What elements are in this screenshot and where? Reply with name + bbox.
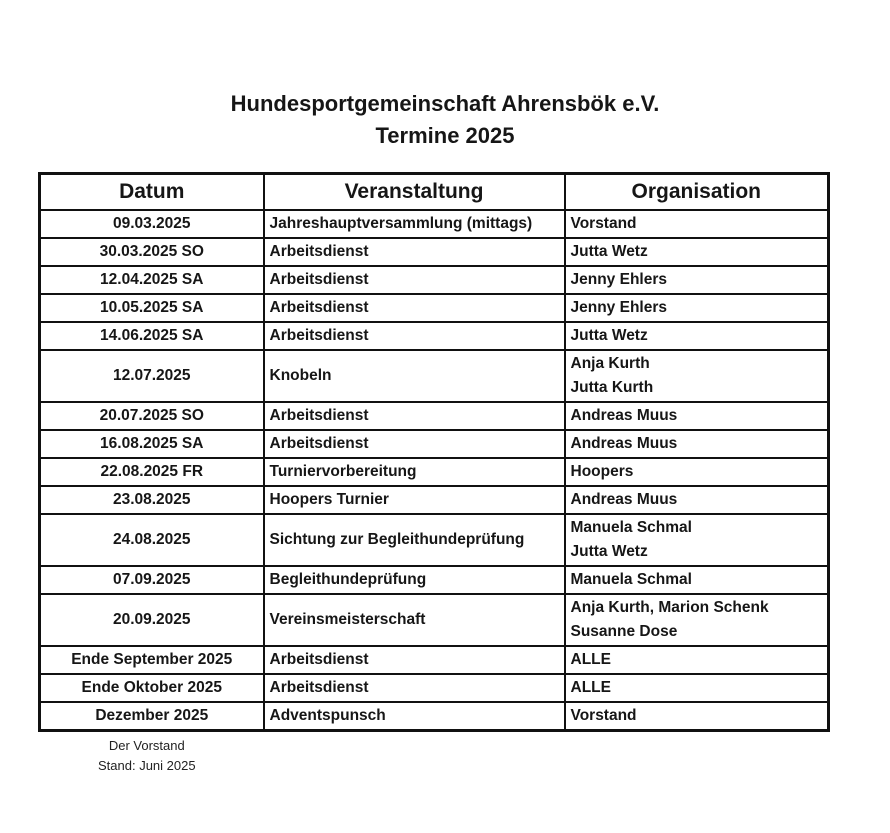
table-row (40, 594, 829, 646)
footer (98, 736, 196, 776)
cell-organisation (565, 402, 829, 430)
cell-veranstaltung: Arbeitsdienst (264, 322, 565, 350)
organisation-line: Jutta Wetz (570, 243, 648, 260)
table-row (40, 486, 829, 514)
cell-datum: 16.08.2025 SA (40, 430, 264, 458)
table-row (40, 238, 829, 266)
table-row (40, 210, 829, 238)
organisation-line: Andreas Muus (570, 491, 678, 508)
organisation-line: Jutta Kurth (570, 379, 654, 396)
cell-organisation (565, 294, 829, 322)
organisation-line: Vorstand (570, 215, 637, 232)
cell-datum: 22.08.2025 FR (40, 458, 264, 486)
cell-veranstaltung: Adventspunsch (264, 702, 565, 731)
organisation-line: Jutta Wetz (570, 543, 648, 560)
cell-veranstaltung: Arbeitsdienst (264, 646, 565, 674)
cell-veranstaltung: Jahreshauptversammlung (mittags) (264, 210, 565, 238)
cell-datum: Ende Oktober 2025 (40, 674, 264, 702)
cell-veranstaltung: Vereinsmeisterschaft (264, 594, 565, 646)
cell-datum: 30.03.2025 SO (40, 238, 264, 266)
organisation-line: Anja Kurth (570, 355, 650, 372)
cell-organisation (565, 702, 829, 731)
organisation-line: Manuela Schmal (570, 519, 692, 536)
table-row (40, 646, 829, 674)
organisation-line: Anja Kurth, Marion Schenk (570, 599, 769, 616)
table-row (40, 266, 829, 294)
cell-veranstaltung: Arbeitsdienst (264, 402, 565, 430)
column-header-organisation: Organisation (565, 174, 829, 211)
cell-organisation (565, 322, 829, 350)
organisation-line: Jenny Ehlers (570, 299, 667, 316)
cell-datum: 12.07.2025 (40, 350, 264, 402)
table-row (40, 430, 829, 458)
organisation-line: Andreas Muus (570, 407, 678, 424)
table-row (40, 294, 829, 322)
column-header-datum: Datum (40, 174, 264, 211)
cell-datum: 09.03.2025 (40, 210, 264, 238)
cell-datum: 07.09.2025 (40, 566, 264, 594)
cell-datum: 23.08.2025 (40, 486, 264, 514)
organisation-line: Jutta Wetz (570, 327, 648, 344)
table-row (40, 322, 829, 350)
cell-datum: 20.09.2025 (40, 594, 264, 646)
organisation-line: ALLE (570, 679, 611, 696)
schedule-table-body (40, 210, 829, 731)
cell-veranstaltung: Begleithundeprüfung (264, 566, 565, 594)
cell-datum: Dezember 2025 (40, 702, 264, 731)
page-title (0, 88, 890, 152)
table-row (40, 702, 829, 731)
cell-datum: 10.05.2025 SA (40, 294, 264, 322)
table-row (40, 514, 829, 566)
organisation-line: Jenny Ehlers (570, 271, 667, 288)
cell-veranstaltung: Arbeitsdienst (264, 430, 565, 458)
cell-veranstaltung: Arbeitsdienst (264, 238, 565, 266)
cell-veranstaltung: Turniervorbereitung (264, 458, 565, 486)
cell-organisation (565, 486, 829, 514)
organisation-line: Hoopers (570, 463, 634, 480)
footer-line1: Der Vorstand (108, 738, 185, 753)
cell-veranstaltung: Knobeln (264, 350, 565, 402)
cell-datum: 20.07.2025 SO (40, 402, 264, 430)
cell-organisation (565, 350, 829, 402)
table-row (40, 402, 829, 430)
footer-line2: Stand: Juni 2025 (98, 758, 196, 773)
cell-organisation (565, 210, 829, 238)
organisation-line: Vorstand (570, 707, 637, 724)
table-row (40, 566, 829, 594)
cell-organisation (565, 514, 829, 566)
cell-veranstaltung: Arbeitsdienst (264, 266, 565, 294)
cell-organisation (565, 266, 829, 294)
cell-datum: 12.04.2025 SA (40, 266, 264, 294)
cell-organisation (565, 646, 829, 674)
organisation-line: Andreas Muus (570, 435, 678, 452)
organisation-line: ALLE (570, 651, 611, 668)
cell-organisation (565, 238, 829, 266)
cell-veranstaltung: Arbeitsdienst (264, 294, 565, 322)
cell-veranstaltung: Arbeitsdienst (264, 674, 565, 702)
column-header-veranstaltung: Veranstaltung (264, 174, 565, 211)
cell-organisation (565, 566, 829, 594)
cell-organisation (565, 594, 829, 646)
title-line2: Termine 2025 (375, 123, 515, 148)
header-row (40, 174, 829, 211)
title-line1: Hundesportgemeinschaft Ahrensbök e.V. (230, 91, 660, 116)
table-row (40, 674, 829, 702)
table-row (40, 458, 829, 486)
cell-datum: 14.06.2025 SA (40, 322, 264, 350)
cell-datum: 24.08.2025 (40, 514, 264, 566)
cell-organisation (565, 458, 829, 486)
cell-veranstaltung: Hoopers Turnier (264, 486, 565, 514)
cell-veranstaltung: Sichtung zur Begleithundeprüfung (264, 514, 565, 566)
schedule-table (38, 172, 830, 732)
schedule-table-header (40, 174, 829, 211)
cell-organisation (565, 430, 829, 458)
cell-organisation (565, 674, 829, 702)
organisation-line: Manuela Schmal (570, 571, 692, 588)
cell-datum: Ende September 2025 (40, 646, 264, 674)
table-row (40, 350, 829, 402)
organisation-line: Susanne Dose (570, 623, 678, 640)
